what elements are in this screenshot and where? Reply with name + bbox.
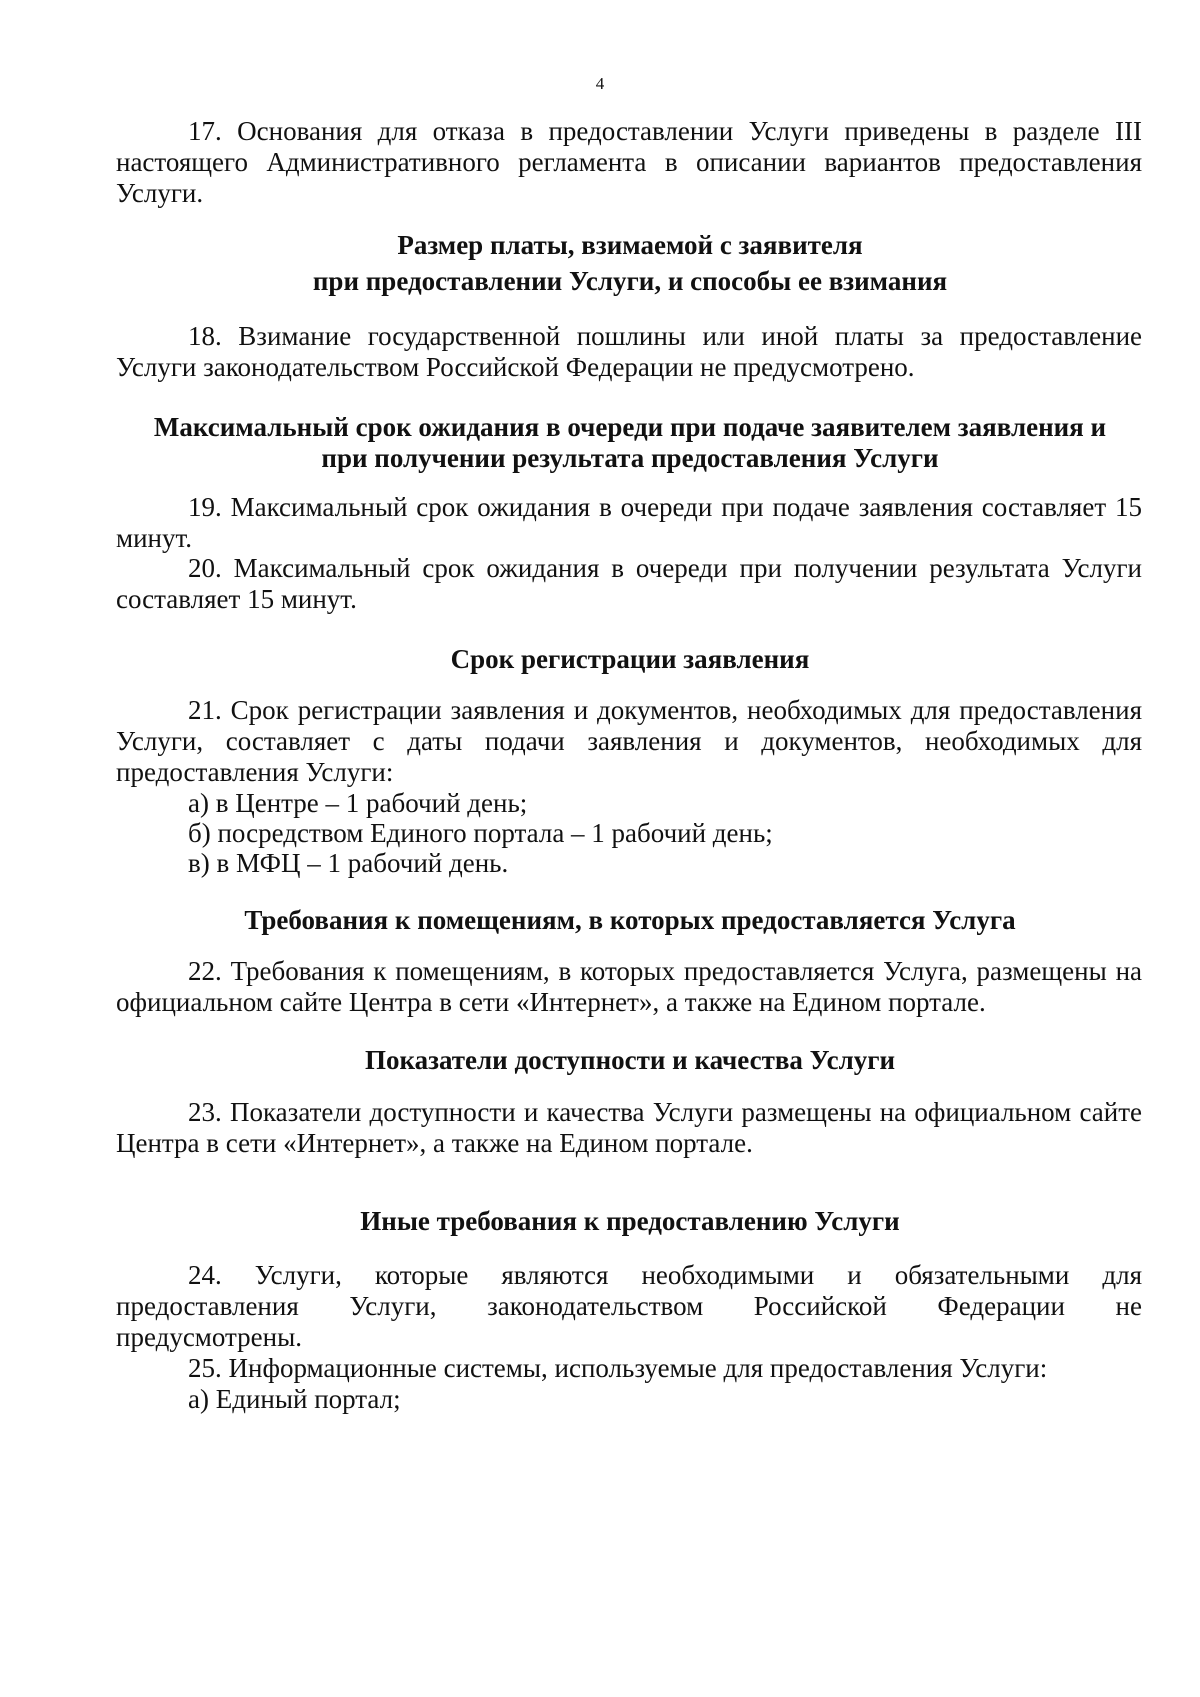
heading-quality: Показатели доступности и качества Услуги xyxy=(364,1045,896,1075)
paragraph-18: 18. Взимание государственной пошлины или иной платы за предоставление Услуги законодательством Российской Федерации не предусмотрено. xyxy=(116,321,1142,382)
list-item-21-a: а) в Центре – 1 рабочий день; xyxy=(188,788,528,818)
page-number: 4 xyxy=(595,74,605,93)
heading-queue-line-2: при получении результата предоставления Услуги xyxy=(321,443,939,473)
paragraph-19: 19. Максимальный срок ожидания в очереди при подаче заявления составляет 15 минут. xyxy=(116,492,1142,553)
paragraph-25: 25. Информационные системы, используемые для предоставления Услуги: xyxy=(188,1353,1048,1383)
heading-other-requirements: Иные требования к предоставлению Услуги xyxy=(360,1206,900,1236)
list-item-21-c: в) в МФЦ – 1 рабочий день. xyxy=(188,848,509,878)
heading-fee-line-2: при предоставлении Услуги, и способы ее взимания xyxy=(312,266,948,296)
paragraph-21: 21. Срок регистрации заявления и документов, необходимых для предоставления Услуги, составляет с даты подачи заявления и документов, необходимых для предоставления Услуги: xyxy=(116,695,1142,787)
heading-premises: Требования к помещениям, в которых предоставляется Услуга xyxy=(244,905,1016,935)
heading-queue-line-1: Максимальный срок ожидания в очереди при подаче заявителем заявления и xyxy=(153,412,1107,442)
list-item-25-a: а) Единый портал; xyxy=(188,1384,401,1414)
paragraph-20: 20. Максимальный срок ожидания в очереди при получении результата Услуги составляет 15 минут. xyxy=(116,553,1142,614)
paragraph-17: 17. Основания для отказа в предоставлении Услуги приведены в разделе III настоящего Административного регламента в описании вариантов предоставления Услуги. xyxy=(116,116,1142,208)
heading-fee-line-1: Размер платы, взимаемой с заявителя xyxy=(397,230,863,260)
paragraph-22: 22. Требования к помещениям, в которых предоставляется Услуга, размещены на официальном сайте Центра в сети «Интернет», а также на Едином портале. xyxy=(116,956,1142,1017)
paragraph-24-line-2: предоставления Услуги, законодательством Российской Федерации не xyxy=(116,1291,1142,1321)
paragraph-24-line-1: 24. Услуги, которые являются необходимыми и обязательными для xyxy=(188,1260,1142,1290)
list-item-21-b: б) посредством Единого портала – 1 рабочий день; xyxy=(188,818,773,848)
paragraph-23: 23. Показатели доступности и качества Услуги размещены на официальном сайте Центра в сети «Интернет», а также на Едином портале. xyxy=(116,1097,1142,1158)
heading-registration: Срок регистрации заявления xyxy=(450,644,810,674)
paragraph-24-line-3: предусмотрены. xyxy=(116,1322,302,1352)
